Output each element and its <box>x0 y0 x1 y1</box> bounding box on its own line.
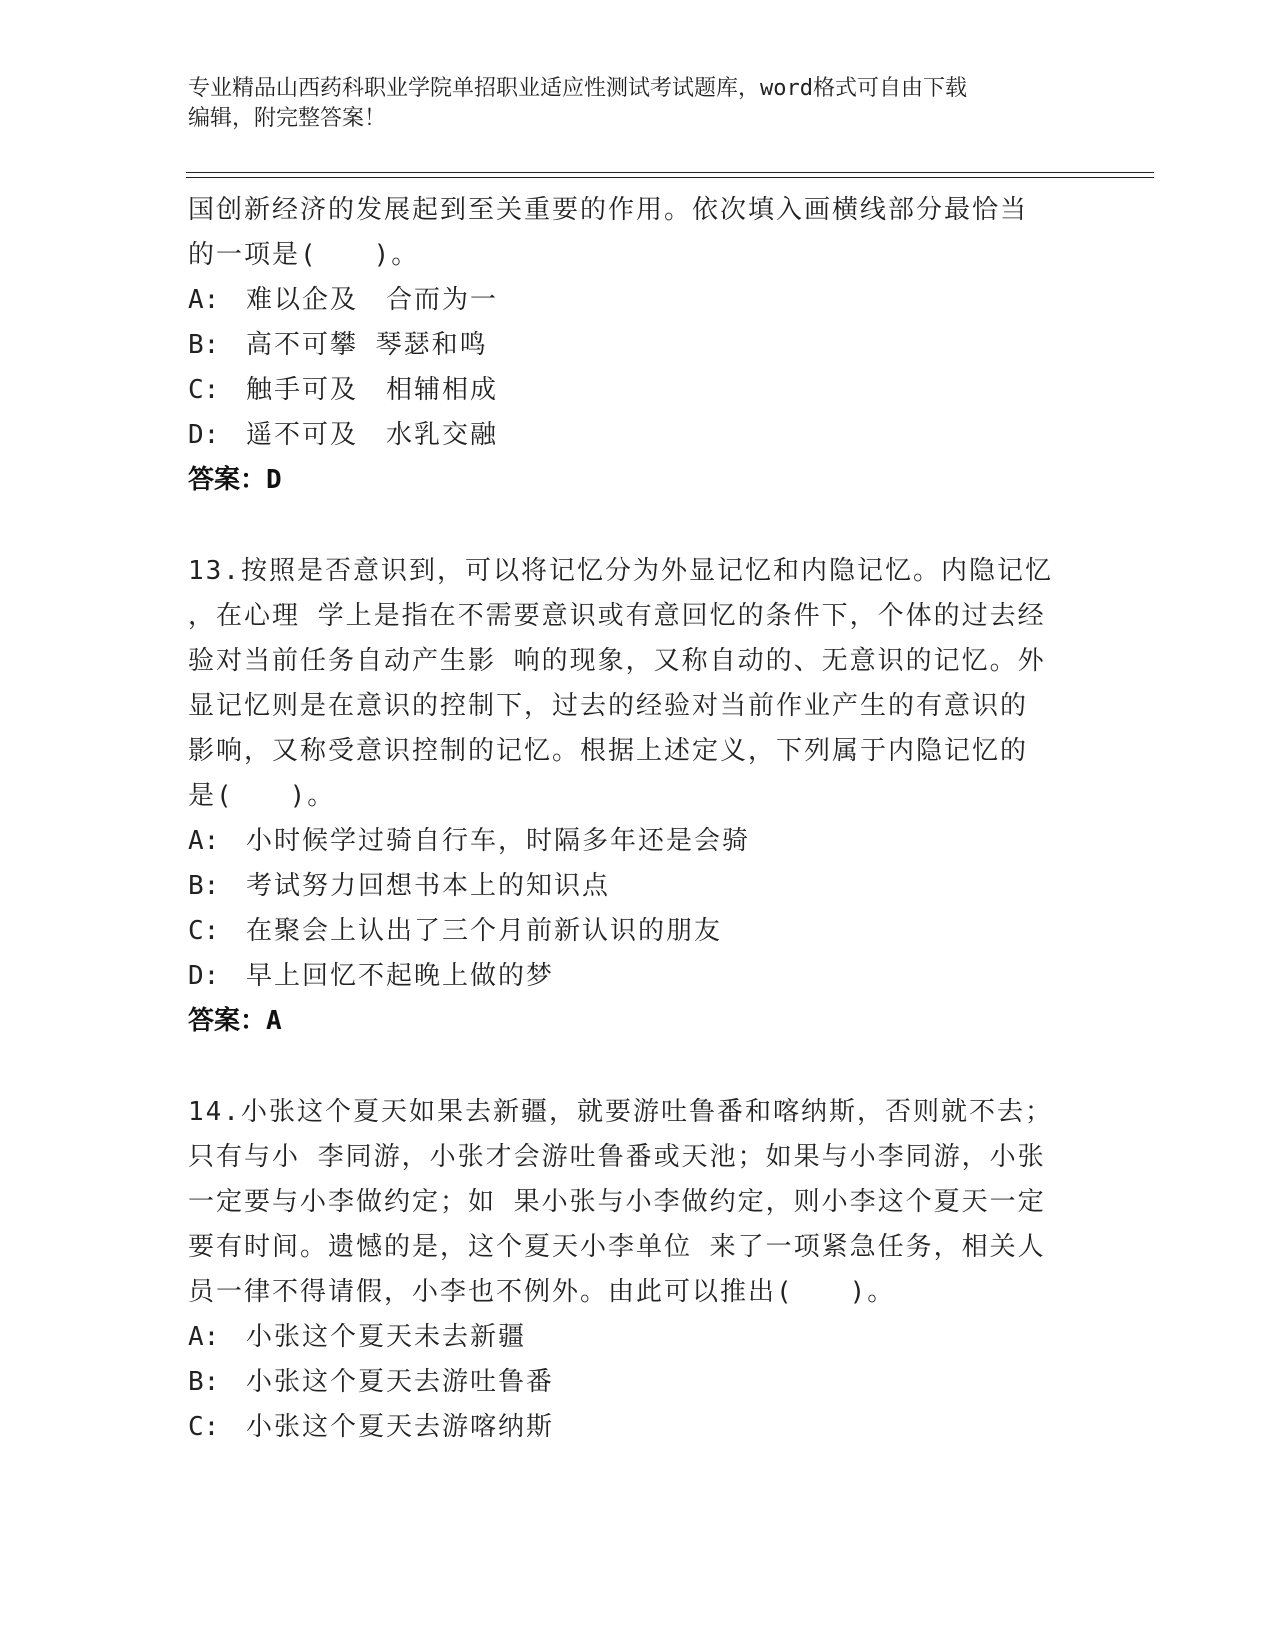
question-stem-line: 的一项是( )。 <box>188 240 420 270</box>
option-label: C: <box>188 1412 220 1442</box>
question-stem-line: ，在心理 学上是指在不需要意识或有意回忆的条件下，个体的过去经 <box>188 601 1046 631</box>
option-d <box>188 413 1068 458</box>
question-stem-line: 只有与小 李同游，小张才会游吐鲁番或天池；如果与小李同游，小张 <box>188 1142 1046 1172</box>
question-stem-line: 验对当前任务自动产生影 响的现象，又称自动的、无意识的记忆。外 <box>188 646 1046 676</box>
option-label: A: <box>188 1322 220 1352</box>
option-text: 早上回忆不起晚上做的梦 <box>246 961 555 991</box>
question-stem-line: 13.按照是否意识到，可以将记忆分为外显记忆和内隐记忆。内隐记忆 <box>188 556 1053 586</box>
header-title-line2: 编辑，附完整答案！ <box>188 106 387 131</box>
option-label: A: <box>188 285 220 315</box>
option-c <box>188 368 1068 413</box>
option-label: C: <box>188 916 220 946</box>
answer-line: 答案：D <box>188 465 282 495</box>
question-14 <box>188 1090 1068 1450</box>
option-c <box>188 1405 1068 1450</box>
answer-line: 答案：A <box>188 1006 282 1036</box>
question-stem-line: 国创新经济的发展起到至关重要的作用。依次填入画横线部分最恰当 <box>188 195 1029 225</box>
question-stem-line: 显记忆则是在意识的控制下，过去的经验对当前作业产生的有意识的 <box>188 691 1029 721</box>
option-b <box>188 323 1068 368</box>
header-rule-bottom <box>186 177 1154 178</box>
option-label: C: <box>188 375 220 405</box>
option-text: 考试努力回想书本上的知识点 <box>246 871 611 901</box>
option-text: 小时候学过骑自行车，时隔多年还是会骑 <box>246 826 751 856</box>
option-label: B: <box>188 1367 220 1397</box>
option-text: 小张这个夏天去游吐鲁番 <box>246 1367 555 1397</box>
option-text: 遥不可及 水乳交融 <box>246 420 499 450</box>
option-d <box>188 954 1068 999</box>
question-stem-line: 一定要与小李做约定；如 果小张与小李做约定，则小李这个夏天一定 <box>188 1187 1046 1217</box>
option-text: 小张这个夏天未去新疆 <box>246 1322 527 1352</box>
header-rule-top <box>186 172 1154 173</box>
page-header <box>188 74 1068 134</box>
option-a <box>188 278 1068 323</box>
option-a <box>188 819 1068 864</box>
question-stem-line: 14.小张这个夏天如果去新疆，就要游吐鲁番和喀纳斯，否则就不去； <box>188 1097 1053 1127</box>
option-label: D: <box>188 420 220 450</box>
question-13 <box>188 549 1068 1044</box>
option-label: A: <box>188 826 220 856</box>
question-12 <box>188 188 1068 503</box>
option-text: 小张这个夏天去游喀纳斯 <box>246 1412 555 1442</box>
option-label: D: <box>188 961 220 991</box>
question-content <box>188 188 1068 1450</box>
question-stem-line: 影响，又称受意识控制的记忆。根据上述定义，下列属于内隐记忆的 <box>188 736 1029 766</box>
option-b <box>188 864 1068 909</box>
option-text: 高不可攀 琴瑟和鸣 <box>246 330 488 360</box>
option-label: B: <box>188 330 220 360</box>
question-stem-line: 员一律不得请假，小李也不例外。由此可以推出( )。 <box>188 1277 896 1307</box>
option-text: 触手可及 相辅相成 <box>246 375 499 405</box>
option-label: B: <box>188 871 220 901</box>
option-a <box>188 1315 1068 1360</box>
option-b <box>188 1360 1068 1405</box>
option-text: 在聚会上认出了三个月前新认识的朋友 <box>246 916 723 946</box>
header-title-line1: 专业精品山西药科职业学院单招职业适应性测试考试题库，word格式可自由下载 <box>188 76 967 101</box>
question-stem-line: 是( )。 <box>188 781 336 811</box>
option-c <box>188 909 1068 954</box>
option-text: 难以企及 合而为一 <box>246 285 499 315</box>
question-stem-line: 要有时间。遗憾的是，这个夏天小李单位 来了一项紧急任务，相关人 <box>188 1232 1046 1262</box>
